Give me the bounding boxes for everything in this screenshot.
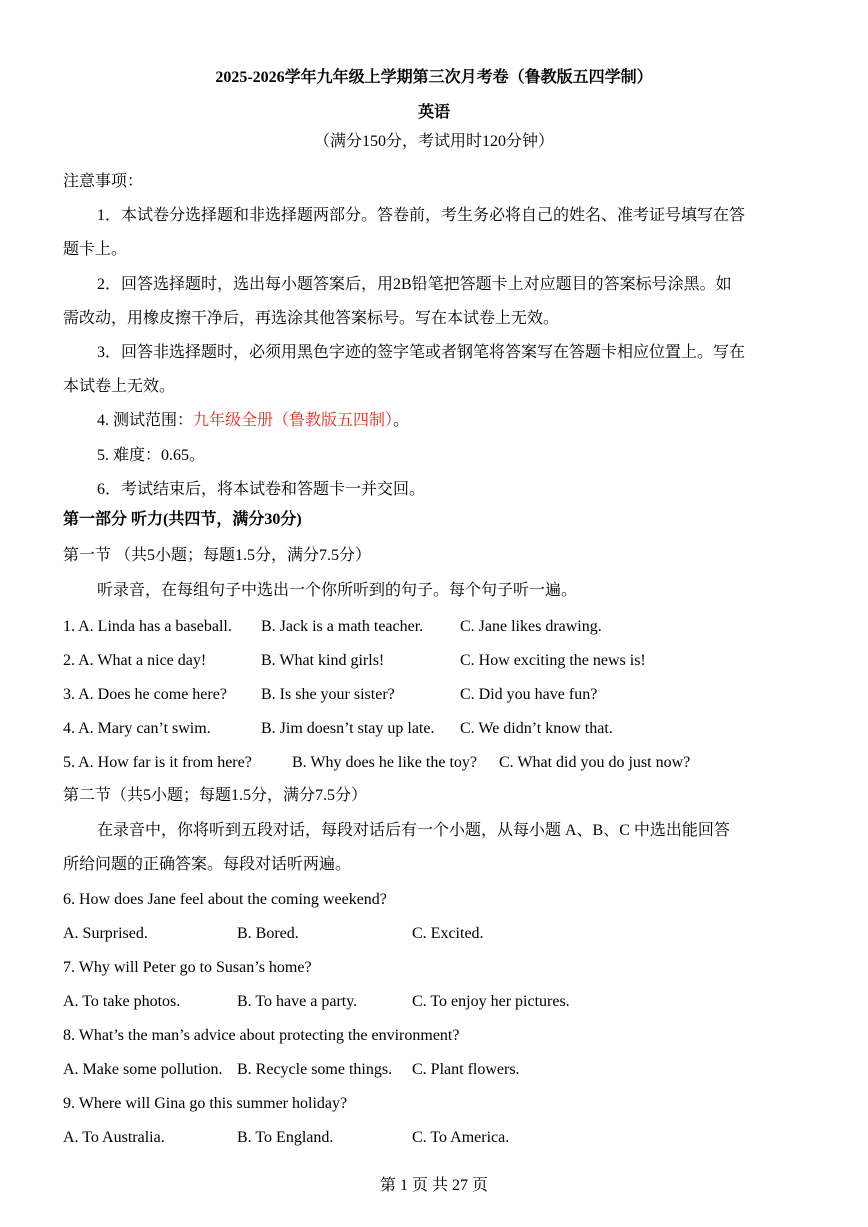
q6-stem: 6. How does Jane feel about the coming weekend?: [63, 891, 387, 908]
q2-option-a: 2. A. What a nice day!: [63, 652, 207, 669]
q5-option-a: 5. A. How far is it from here?: [63, 754, 252, 771]
note-6: 6．考试结束后，将本试卷和答题卡一并交回。: [97, 481, 426, 498]
q8-option-b: B. Recycle some things.: [237, 1061, 393, 1078]
section1-heading: 第一节 （共5小题；每题1.5分，满分7.5分）: [63, 547, 372, 564]
q1-option-b: B. Jack is a math teacher.: [261, 618, 424, 635]
q4-option-c: C. We didn’t know that.: [460, 720, 613, 737]
q3-option-c: C. Did you have fun?: [460, 686, 598, 703]
q6-option-b: B. Bored.: [237, 925, 299, 942]
section2-instruction-line-1: 在录音中，你将听到五段对话，每段对话后有一个小题，从每小题 A、B、C 中选出能回答: [97, 822, 730, 839]
q6-option-a: A. Surprised.: [63, 925, 148, 942]
q2-option-c: C. How exciting the news is!: [460, 652, 646, 669]
subject-title: 英语: [417, 104, 450, 121]
q4-option-b: B. Jim doesn’t stay up late.: [261, 720, 435, 737]
note-4-suffix: 。: [393, 412, 410, 429]
note-4-prefix: 4. 测试范围：: [97, 412, 194, 429]
q5-option-b: B. Why does he like the toy?: [292, 754, 477, 771]
q8-option-c: C. Plant flowers.: [412, 1061, 520, 1078]
q4-option-a: 4. A. Mary can’t swim.: [63, 720, 211, 737]
q9-option-c: C. To America.: [412, 1129, 510, 1146]
q5-option-c: C. What did you do just now?: [499, 754, 691, 771]
q9-option-a: A. To Australia.: [63, 1129, 165, 1146]
q3-option-b: B. Is she your sister?: [261, 686, 395, 703]
q1-option-c: C. Jane likes drawing.: [460, 618, 602, 635]
notes-heading: 注意事项：: [63, 173, 144, 190]
note-3-line-1: 3．回答非选择题时，必须用黑色字迹的签字笔或者钢笔将答案写在答题卡相应位置上。写在: [97, 344, 746, 361]
q2-option-b: B. What kind girls!: [261, 652, 385, 669]
q9-option-b: B. To England.: [237, 1129, 334, 1146]
q8-stem: 8. What’s the man’s advice about protecting the environment?: [63, 1027, 460, 1044]
q9-stem: 9. Where will Gina go this summer holiday?: [63, 1095, 348, 1112]
test-range: 九年级全册（鲁教版五四制）: [193, 412, 394, 429]
note-5: 5. 难度：0.65。: [97, 447, 206, 464]
q7-option-b: B. To have a party.: [237, 993, 358, 1010]
section1-instruction: 听录音，在每组句子中选出一个你所听到的句子。每个句子听一遍。: [97, 582, 578, 599]
q7-stem: 7. Why will Peter go to Susan’s home?: [63, 959, 312, 976]
q8-option-a: A. Make some pollution.: [63, 1061, 223, 1078]
q1-option-a: 1. A. Linda has a baseball.: [63, 618, 232, 635]
part1-heading: 第一部分 听力(共四节，满分30分): [63, 511, 302, 528]
q6-option-c: C. Excited.: [412, 925, 484, 942]
note-1-line-1: 1．本试卷分选择题和非选择题两部分。答卷前，考生务必将自己的姓名、准考证号填写在答: [97, 207, 746, 224]
note-2-line-1: 2．回答选择题时，选出每小题答案后，用2B铅笔把答题卡上对应题目的答案标号涂黑。如: [97, 276, 732, 293]
note-1-line-2: 题卡上。: [63, 241, 128, 258]
section2-heading: 第二节（共5小题；每题1.5分，满分7.5分）: [63, 787, 368, 804]
q7-option-a: A. To take photos.: [63, 993, 181, 1010]
note-4: [97, 411, 409, 431]
score-info: （满分150分，考试用时120分钟）: [313, 133, 554, 150]
note-3-line-2: 本试卷上无效。: [63, 378, 176, 395]
exam-title: 2025-2026学年九年级上学期第三次月考卷（鲁教版五四学制）: [215, 69, 653, 86]
note-2-line-2: 需改动，用橡皮擦干净后，再选涂其他答案标号。写在本试卷上无效。: [63, 310, 560, 327]
section2-instruction-line-2: 所给问题的正确答案。每段对话听两遍。: [63, 856, 352, 873]
q7-option-c: C. To enjoy her pictures.: [412, 993, 570, 1010]
q3-option-a: 3. A. Does he come here?: [63, 686, 227, 703]
page-number: 第 1 页 共 27 页: [379, 1177, 488, 1194]
